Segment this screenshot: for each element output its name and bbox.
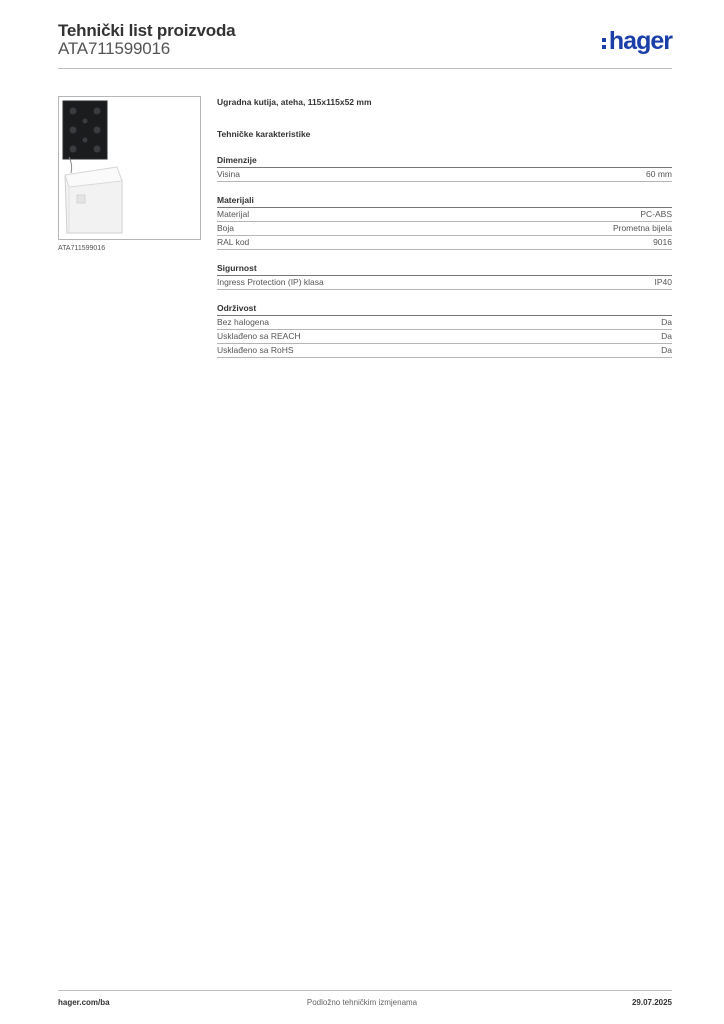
logo-text: hager [608,26,672,55]
junction-box-image-icon [59,97,200,239]
spec-row [217,316,672,330]
specs-content [217,96,672,358]
group-title: Sigurnost [217,262,672,276]
product-description: Ugradna kutija, ateha, 115x115x52 mm [217,97,372,107]
spec-group-sigurnost [217,262,672,290]
spec-row [217,276,672,290]
spec-label: Visina [217,169,240,179]
spec-label: Usklađeno sa RoHS [217,345,294,355]
spec-value: PC-ABS [640,209,672,219]
document-title: Tehnički list proizvoda [58,21,236,40]
page-header [58,21,672,69]
product-code: ATA711599016 [58,39,170,58]
spec-value: Da [661,331,672,341]
spec-value: Da [661,345,672,355]
spec-value: 9016 [653,237,672,247]
spec-label: Usklađeno sa REACH [217,331,301,341]
spec-value: Da [661,317,672,327]
spec-group-odrzivost [217,302,672,358]
spec-value: Prometna bijela [612,223,672,233]
footer-divider [58,990,672,991]
group-title: Održivost [217,302,672,316]
spec-row [217,330,672,344]
product-image [58,96,201,240]
spec-label: Bez halogena [217,317,269,327]
group-title: Materijali [217,194,672,208]
footer-notice: Podložno tehničkim izmjenama [306,998,418,1007]
spec-value: 60 mm [646,169,672,179]
spec-group-dimenzije [217,154,672,182]
section-title: Tehničke karakteristike [217,129,311,139]
spec-value: IP40 [654,277,672,287]
spec-label: Materijal [217,209,250,219]
logo-dots-icon [602,38,606,49]
spec-row [217,344,672,358]
hager-logo [602,26,672,56]
header-divider [58,68,672,69]
spec-row [217,208,672,222]
image-caption: ATA711599016 [58,245,106,252]
spec-row [217,236,672,250]
spec-row [217,168,672,182]
spec-label: Ingress Protection (IP) klasa [217,277,324,287]
footer-date: 29.07.2025 [631,998,672,1007]
spec-group-materijali [217,194,672,250]
spec-label: Boja [217,223,235,233]
group-title: Dimenzije [217,154,672,168]
footer-website-link[interactable]: hager.com/ba [58,998,110,1007]
spec-row [217,222,672,236]
spec-label: RAL kod [217,237,250,247]
